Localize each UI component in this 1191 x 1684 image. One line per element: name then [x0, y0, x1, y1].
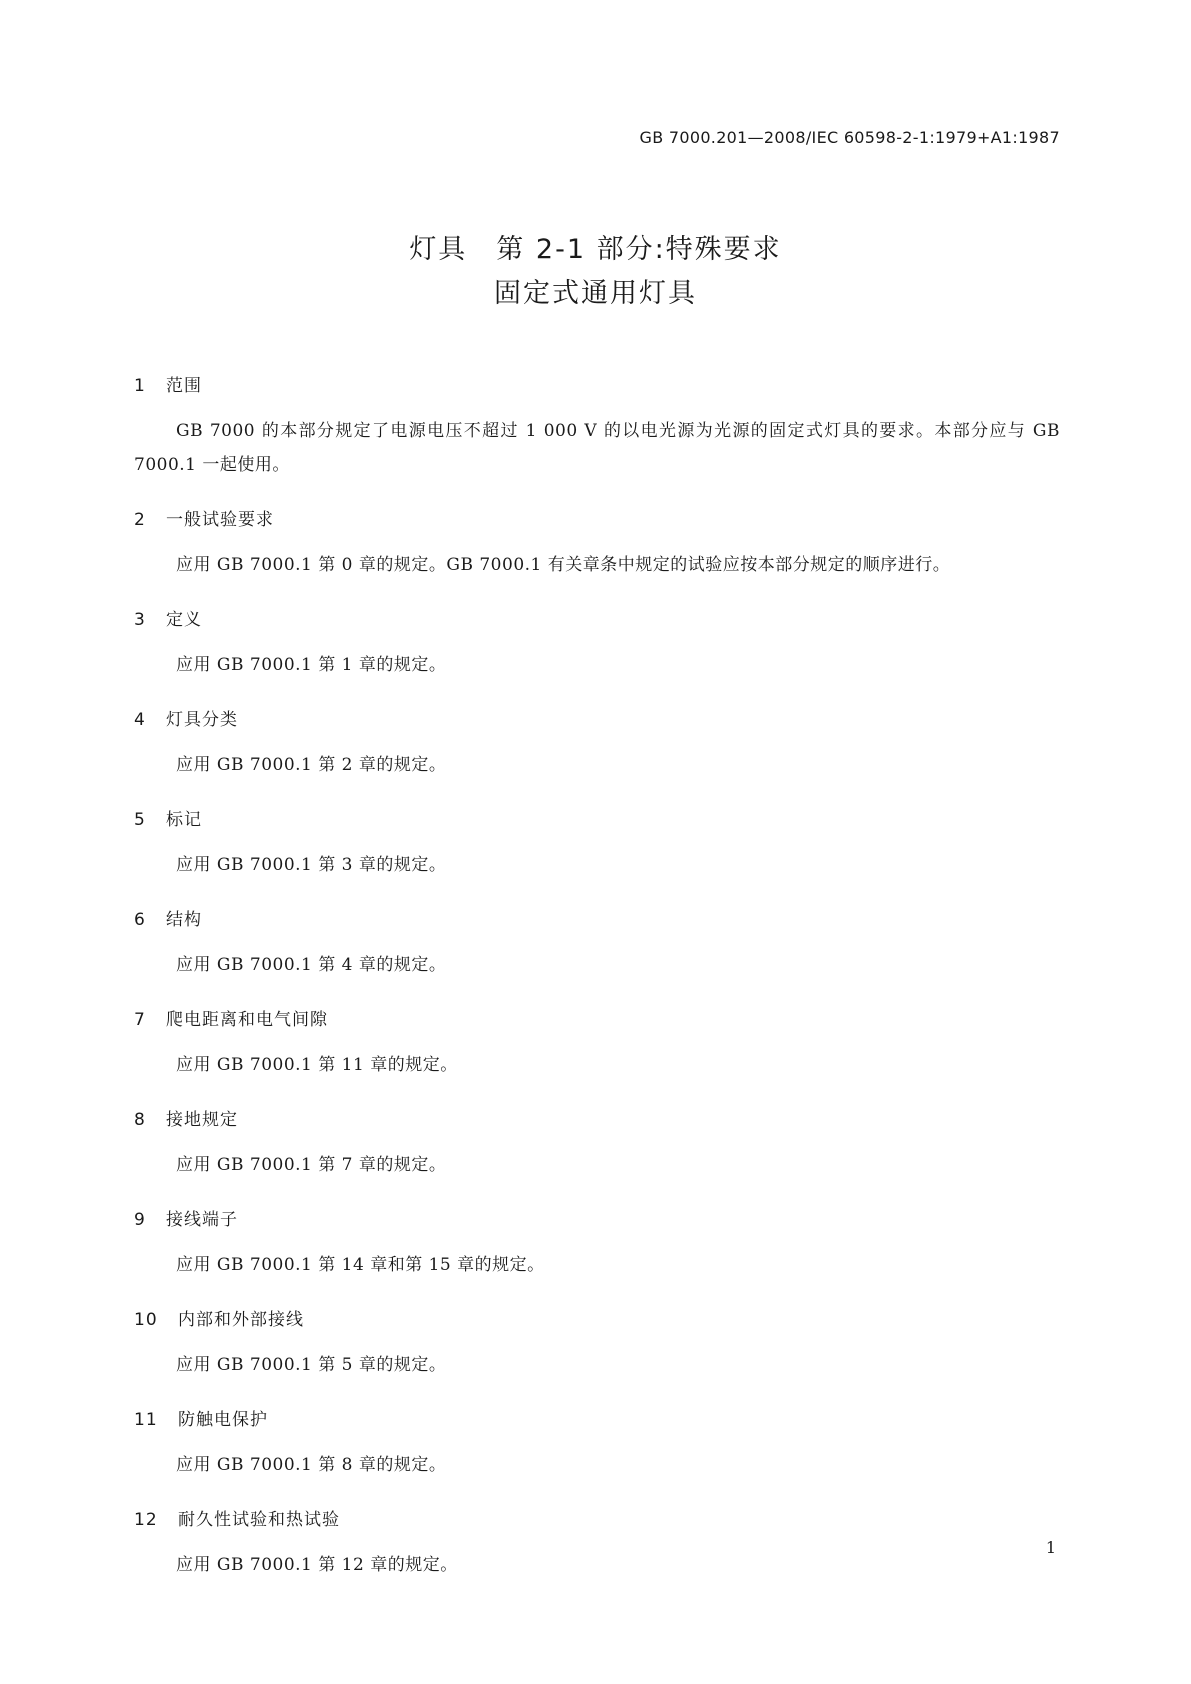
section-heading: [134, 508, 1060, 532]
section-heading: [134, 1508, 1060, 1532]
section-5: [134, 808, 1060, 882]
section-text: 应用 GB 7000.1 第 5 章的规定。: [176, 1355, 447, 1375]
section-title: 接线端子: [166, 1210, 238, 1230]
section-number: 3: [134, 610, 146, 630]
section-number: 9: [134, 1210, 146, 1230]
section-12: [134, 1508, 1060, 1582]
section-heading: [134, 908, 1060, 932]
section-4: [134, 708, 1060, 782]
section-text: 应用 GB 7000.1 第 1 章的规定。: [176, 655, 447, 675]
section-1: [134, 374, 1060, 482]
title-line-1: 灯具 第 2-1 部分:特殊要求: [409, 234, 782, 265]
section-number: 1: [134, 376, 146, 396]
section-number: 6: [134, 910, 146, 930]
section-text: GB 7000 的本部分规定了电源电压不超过 1 000 V 的以电光源为光源的固定式灯具的要求。本部分应与 GB 7000.1 一起使用。: [134, 421, 1060, 475]
section-title: 接地规定: [166, 1110, 238, 1130]
section-heading: [134, 1308, 1060, 1332]
section-10: [134, 1308, 1060, 1382]
section-3: [134, 608, 1060, 682]
section-6: [134, 908, 1060, 982]
section-heading: [134, 374, 1060, 398]
section-text: 应用 GB 7000.1 第 11 章的规定。: [176, 1055, 458, 1075]
section-title: 范围: [166, 376, 202, 396]
section-text: 应用 GB 7000.1 第 0 章的规定。GB 7000.1 有关章条中规定的试验应按本部分规定的顺序进行。: [176, 555, 951, 575]
section-7: [134, 1008, 1060, 1082]
section-number: 7: [134, 1010, 146, 1030]
section-text: 应用 GB 7000.1 第 2 章的规定。: [176, 755, 447, 775]
section-title: 一般试验要求: [166, 510, 274, 530]
section-number: 12: [134, 1510, 158, 1530]
section-heading: [134, 1008, 1060, 1032]
section-number: 2: [134, 510, 146, 530]
section-number: 10: [134, 1310, 158, 1330]
section-title: 防触电保护: [178, 1410, 268, 1430]
section-text: 应用 GB 7000.1 第 7 章的规定。: [176, 1155, 447, 1175]
section-heading: [134, 1408, 1060, 1432]
standard-number: GB 7000.201—2008/IEC 60598-2-1:1979+A1:1987: [639, 128, 1060, 147]
title-line-2: 固定式通用灯具: [494, 278, 697, 309]
document-title: [0, 228, 1191, 316]
section-heading: [134, 1208, 1060, 1232]
section-title: 标记: [166, 810, 202, 830]
section-text: 应用 GB 7000.1 第 4 章的规定。: [176, 955, 447, 975]
section-title: 灯具分类: [166, 710, 238, 730]
section-number: 4: [134, 710, 146, 730]
section-text: 应用 GB 7000.1 第 12 章的规定。: [176, 1555, 458, 1575]
section-heading: [134, 1108, 1060, 1132]
section-title: 耐久性试验和热试验: [178, 1510, 340, 1530]
section-heading: [134, 808, 1060, 832]
section-9: [134, 1208, 1060, 1282]
section-title: 定义: [166, 610, 202, 630]
section-number: 5: [134, 810, 146, 830]
section-text: 应用 GB 7000.1 第 14 章和第 15 章的规定。: [176, 1255, 545, 1275]
section-11: [134, 1408, 1060, 1482]
section-number: 11: [134, 1410, 158, 1430]
section-number: 8: [134, 1110, 146, 1130]
page-number: 1: [1045, 1538, 1056, 1557]
section-heading: [134, 608, 1060, 632]
section-title: 结构: [166, 910, 202, 930]
document-body: [134, 374, 1060, 1608]
section-title: 爬电距离和电气间隙: [166, 1010, 328, 1030]
section-title: 内部和外部接线: [178, 1310, 304, 1330]
section-text: 应用 GB 7000.1 第 8 章的规定。: [176, 1455, 447, 1475]
section-text: 应用 GB 7000.1 第 3 章的规定。: [176, 855, 447, 875]
section-heading: [134, 708, 1060, 732]
section-8: [134, 1108, 1060, 1182]
section-2: [134, 508, 1060, 582]
